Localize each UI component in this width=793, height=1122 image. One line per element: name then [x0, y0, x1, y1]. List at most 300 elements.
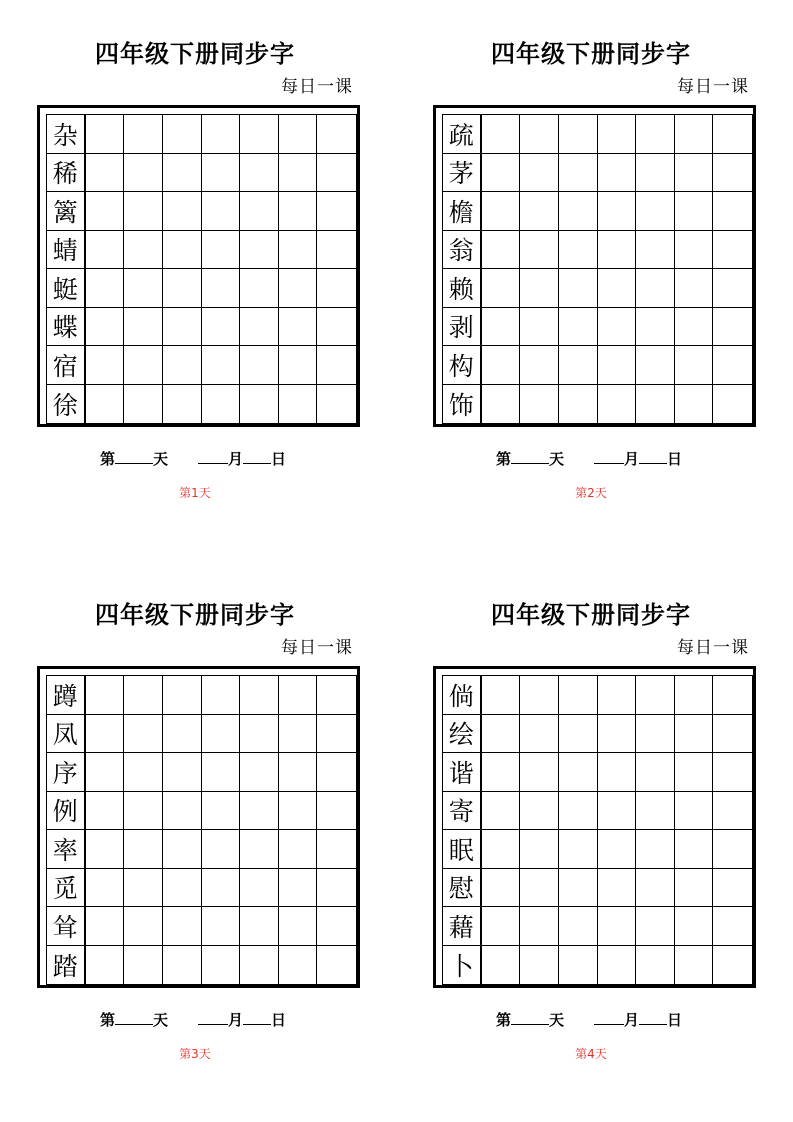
practice-character: 饰 [443, 385, 482, 424]
writing-cell[interactable] [520, 792, 559, 831]
writing-cell[interactable] [636, 753, 675, 792]
writing-cell[interactable] [482, 115, 521, 154]
writing-cell[interactable] [240, 308, 279, 347]
writing-cell[interactable] [675, 676, 714, 715]
writing-cell[interactable] [202, 830, 241, 869]
practice-character: 稀 [47, 154, 86, 193]
writing-cell[interactable] [636, 115, 675, 154]
writing-cell[interactable] [675, 385, 714, 424]
practice-character: 翁 [443, 231, 482, 270]
date-day-word: 天 [549, 1011, 565, 1029]
sheet-subtitle: 每日一课 [281, 638, 353, 658]
writing-cell[interactable] [163, 946, 202, 985]
writing-grid-frame [433, 666, 756, 988]
writing-cell[interactable] [279, 792, 318, 831]
writing-cell[interactable] [598, 346, 637, 385]
writing-cell[interactable] [124, 154, 163, 193]
writing-cell[interactable] [713, 385, 752, 424]
writing-cell[interactable] [86, 346, 125, 385]
date-prefix: 第 [100, 1011, 116, 1029]
writing-cell[interactable] [482, 154, 521, 193]
writing-cell[interactable] [86, 869, 125, 908]
writing-cell[interactable] [163, 907, 202, 946]
date-prefix: 第 [496, 1011, 512, 1029]
practice-character: 眠 [443, 830, 482, 869]
writing-cell[interactable] [86, 231, 125, 270]
writing-cell[interactable] [636, 346, 675, 385]
writing-cell[interactable] [317, 115, 356, 154]
writing-cell[interactable] [86, 385, 125, 424]
writing-cell[interactable] [279, 907, 318, 946]
writing-cell[interactable] [279, 830, 318, 869]
writing-cell[interactable] [124, 385, 163, 424]
writing-cell[interactable] [202, 385, 241, 424]
writing-cell[interactable] [163, 385, 202, 424]
practice-character: 率 [47, 830, 86, 869]
writing-cell[interactable] [713, 676, 752, 715]
writing-cell[interactable] [675, 115, 714, 154]
writing-cell[interactable] [124, 231, 163, 270]
writing-cell[interactable] [482, 192, 521, 231]
practice-character: 蹲 [47, 676, 86, 715]
writing-cell[interactable] [163, 676, 202, 715]
writing-cell[interactable] [317, 869, 356, 908]
writing-cell[interactable] [713, 830, 752, 869]
writing-cell[interactable] [559, 753, 598, 792]
writing-cell[interactable] [598, 269, 637, 308]
practice-character: 赖 [443, 269, 482, 308]
writing-cell[interactable] [163, 753, 202, 792]
writing-cell[interactable] [124, 907, 163, 946]
writing-cell[interactable] [124, 115, 163, 154]
writing-cell[interactable] [482, 792, 521, 831]
writing-cell[interactable] [202, 192, 241, 231]
writing-cell[interactable] [675, 308, 714, 347]
practice-character: 蜓 [47, 269, 86, 308]
day-label: 第1天 [179, 486, 211, 500]
writing-cell[interactable] [636, 946, 675, 985]
writing-cell[interactable] [317, 715, 356, 754]
practice-character: 序 [47, 753, 86, 792]
date-month-word: 月 [624, 450, 640, 468]
writing-cell[interactable] [713, 269, 752, 308]
writing-cell[interactable] [240, 907, 279, 946]
writing-cell[interactable] [636, 907, 675, 946]
writing-cell[interactable] [317, 385, 356, 424]
writing-cell[interactable] [559, 269, 598, 308]
writing-cell[interactable] [202, 676, 241, 715]
writing-cell[interactable] [202, 946, 241, 985]
writing-cell[interactable] [202, 715, 241, 754]
writing-grid [46, 114, 357, 424]
writing-cell[interactable] [559, 231, 598, 270]
sheet-title: 四年级下册同步字 [95, 600, 295, 629]
writing-cell[interactable] [163, 869, 202, 908]
writing-cell[interactable] [636, 231, 675, 270]
date-prefix: 第 [496, 450, 512, 468]
date-date-word: 日 [271, 1011, 287, 1029]
date-day-word: 天 [549, 450, 565, 468]
writing-cell[interactable] [713, 192, 752, 231]
writing-cell[interactable] [86, 715, 125, 754]
writing-cell[interactable] [279, 115, 318, 154]
writing-cell[interactable] [317, 946, 356, 985]
writing-cell[interactable] [520, 715, 559, 754]
writing-cell[interactable] [713, 231, 752, 270]
month-blank[interactable] [594, 462, 624, 464]
writing-cell[interactable] [559, 192, 598, 231]
writing-cell[interactable] [279, 192, 318, 231]
writing-grid [442, 114, 753, 424]
writing-cell[interactable] [279, 676, 318, 715]
practice-character: 耸 [47, 907, 86, 946]
practice-character: 构 [443, 346, 482, 385]
writing-cell[interactable] [240, 346, 279, 385]
writing-cell[interactable] [713, 308, 752, 347]
writing-cell[interactable] [86, 192, 125, 231]
writing-cell[interactable] [520, 753, 559, 792]
day-number-blank[interactable] [115, 1023, 153, 1025]
practice-character: 蝶 [47, 308, 86, 347]
writing-cell[interactable] [279, 231, 318, 270]
writing-cell[interactable] [163, 715, 202, 754]
writing-cell[interactable] [713, 346, 752, 385]
practice-character: 绘 [443, 715, 482, 754]
writing-cell[interactable] [163, 308, 202, 347]
writing-cell[interactable] [598, 154, 637, 193]
writing-cell[interactable] [520, 192, 559, 231]
writing-cell[interactable] [124, 792, 163, 831]
date-day-word: 天 [153, 1011, 169, 1029]
writing-cell[interactable] [279, 869, 318, 908]
writing-cell[interactable] [86, 154, 125, 193]
writing-cell[interactable] [163, 346, 202, 385]
date-date-word: 日 [667, 1011, 683, 1029]
writing-cell[interactable] [636, 676, 675, 715]
writing-cell[interactable] [482, 269, 521, 308]
writing-cell[interactable] [520, 869, 559, 908]
writing-cell[interactable] [520, 385, 559, 424]
date-day-word: 天 [153, 450, 169, 468]
writing-cell[interactable] [279, 385, 318, 424]
date-month-word: 月 [228, 1011, 244, 1029]
writing-cell[interactable] [598, 715, 637, 754]
writing-cell[interactable] [202, 346, 241, 385]
writing-cell[interactable] [598, 385, 637, 424]
writing-cell[interactable] [482, 346, 521, 385]
writing-cell[interactable] [520, 907, 559, 946]
writing-cell[interactable] [559, 946, 598, 985]
writing-cell[interactable] [163, 231, 202, 270]
writing-cell[interactable] [279, 946, 318, 985]
writing-cell[interactable] [163, 792, 202, 831]
writing-cell[interactable] [202, 869, 241, 908]
writing-cell[interactable] [520, 676, 559, 715]
writing-cell[interactable] [317, 346, 356, 385]
writing-cell[interactable] [675, 192, 714, 231]
writing-cell[interactable] [240, 231, 279, 270]
writing-cell[interactable] [202, 907, 241, 946]
practice-character: 徐 [47, 385, 86, 424]
writing-cell[interactable] [202, 231, 241, 270]
sheet-title: 四年级下册同步字 [491, 39, 691, 68]
practice-character: 觅 [47, 869, 86, 908]
writing-cell[interactable] [86, 792, 125, 831]
writing-cell[interactable] [240, 715, 279, 754]
writing-cell[interactable] [713, 946, 752, 985]
day-number-blank[interactable] [115, 462, 153, 464]
writing-cell[interactable] [279, 269, 318, 308]
writing-cell[interactable] [317, 676, 356, 715]
writing-cell[interactable] [675, 946, 714, 985]
writing-cell[interactable] [675, 715, 714, 754]
writing-cell[interactable] [636, 792, 675, 831]
writing-cell[interactable] [240, 753, 279, 792]
sheet-title: 四年级下册同步字 [491, 600, 691, 629]
writing-cell[interactable] [559, 869, 598, 908]
writing-cell[interactable] [713, 753, 752, 792]
writing-cell[interactable] [598, 308, 637, 347]
date-blank[interactable] [243, 462, 271, 464]
writing-cell[interactable] [675, 869, 714, 908]
writing-cell[interactable] [559, 385, 598, 424]
date-prefix: 第 [100, 450, 116, 468]
sheet-subtitle: 每日一课 [281, 77, 353, 97]
writing-cell[interactable] [675, 231, 714, 270]
month-blank[interactable] [198, 1023, 228, 1025]
day-label: 第3天 [179, 1047, 211, 1061]
writing-cell[interactable] [240, 269, 279, 308]
day-label: 第2天 [575, 486, 607, 500]
writing-cell[interactable] [202, 792, 241, 831]
writing-cell[interactable] [202, 269, 241, 308]
date-line [496, 448, 682, 469]
month-blank[interactable] [594, 1023, 624, 1025]
writing-cell[interactable] [86, 753, 125, 792]
writing-cell[interactable] [559, 715, 598, 754]
writing-cell[interactable] [482, 869, 521, 908]
writing-grid-frame [433, 105, 756, 427]
writing-cell[interactable] [559, 792, 598, 831]
writing-cell[interactable] [482, 907, 521, 946]
practice-sheet [25, 0, 365, 500]
writing-cell[interactable] [520, 830, 559, 869]
writing-cell[interactable] [317, 231, 356, 270]
writing-cell[interactable] [559, 154, 598, 193]
writing-cell[interactable] [598, 115, 637, 154]
sheet-subtitle: 每日一课 [677, 638, 749, 658]
writing-cell[interactable] [559, 115, 598, 154]
writing-cell[interactable] [520, 269, 559, 308]
writing-cell[interactable] [520, 946, 559, 985]
writing-cell[interactable] [202, 753, 241, 792]
practice-character: 倘 [443, 676, 482, 715]
practice-character: 寄 [443, 792, 482, 831]
writing-cell[interactable] [713, 715, 752, 754]
date-line [100, 448, 286, 469]
writing-cell[interactable] [520, 115, 559, 154]
writing-cell[interactable] [520, 308, 559, 347]
sheet-subtitle: 每日一课 [677, 77, 749, 97]
writing-cell[interactable] [675, 830, 714, 869]
writing-cell[interactable] [520, 154, 559, 193]
writing-cell[interactable] [240, 676, 279, 715]
date-line [100, 1009, 286, 1030]
practice-character: 卜 [443, 946, 482, 985]
writing-cell[interactable] [240, 154, 279, 193]
writing-cell[interactable] [713, 154, 752, 193]
writing-cell[interactable] [598, 231, 637, 270]
writing-cell[interactable] [317, 830, 356, 869]
writing-cell[interactable] [279, 753, 318, 792]
writing-cell[interactable] [713, 115, 752, 154]
writing-cell[interactable] [520, 231, 559, 270]
writing-cell[interactable] [636, 385, 675, 424]
writing-cell[interactable] [317, 753, 356, 792]
writing-cell[interactable] [636, 269, 675, 308]
writing-cell[interactable] [675, 154, 714, 193]
writing-cell[interactable] [124, 346, 163, 385]
writing-cell[interactable] [636, 869, 675, 908]
writing-cell[interactable] [636, 154, 675, 193]
writing-cell[interactable] [713, 907, 752, 946]
writing-cell[interactable] [482, 308, 521, 347]
practice-sheet [25, 561, 365, 1061]
writing-cell[interactable] [482, 946, 521, 985]
writing-cell[interactable] [559, 830, 598, 869]
practice-character: 檐 [443, 192, 482, 231]
day-number-blank[interactable] [511, 1023, 549, 1025]
writing-cell[interactable] [482, 231, 521, 270]
writing-cell[interactable] [163, 192, 202, 231]
writing-cell[interactable] [317, 269, 356, 308]
date-blank[interactable] [243, 1023, 271, 1025]
writing-cell[interactable] [482, 676, 521, 715]
writing-cell[interactable] [124, 753, 163, 792]
writing-cell[interactable] [240, 830, 279, 869]
date-date-word: 日 [667, 450, 683, 468]
writing-cell[interactable] [240, 192, 279, 231]
writing-cell[interactable] [163, 154, 202, 193]
writing-cell[interactable] [86, 308, 125, 347]
writing-cell[interactable] [598, 830, 637, 869]
writing-cell[interactable] [124, 308, 163, 347]
practice-character: 疏 [443, 115, 482, 154]
writing-cell[interactable] [482, 830, 521, 869]
writing-cell[interactable] [520, 346, 559, 385]
writing-cell[interactable] [675, 792, 714, 831]
writing-cell[interactable] [240, 385, 279, 424]
writing-cell[interactable] [124, 676, 163, 715]
writing-cell[interactable] [675, 269, 714, 308]
writing-cell[interactable] [202, 308, 241, 347]
writing-cell[interactable] [598, 869, 637, 908]
writing-cell[interactable] [86, 676, 125, 715]
date-blank[interactable] [639, 462, 667, 464]
writing-cell[interactable] [202, 115, 241, 154]
writing-cell[interactable] [240, 946, 279, 985]
writing-cell[interactable] [636, 192, 675, 231]
writing-cell[interactable] [279, 715, 318, 754]
writing-cell[interactable] [636, 715, 675, 754]
practice-character: 踏 [47, 946, 86, 985]
writing-cell[interactable] [86, 269, 125, 308]
writing-cell[interactable] [559, 346, 598, 385]
date-blank[interactable] [639, 1023, 667, 1025]
day-number-blank[interactable] [511, 462, 549, 464]
writing-cell[interactable] [636, 308, 675, 347]
date-date-word: 日 [271, 450, 287, 468]
practice-character: 蜻 [47, 231, 86, 270]
writing-cell[interactable] [675, 753, 714, 792]
writing-cell[interactable] [317, 308, 356, 347]
writing-cell[interactable] [86, 115, 125, 154]
writing-cell[interactable] [598, 907, 637, 946]
writing-cell[interactable] [317, 192, 356, 231]
writing-cell[interactable] [713, 869, 752, 908]
writing-cell[interactable] [279, 154, 318, 193]
writing-cell[interactable] [482, 753, 521, 792]
writing-cell[interactable] [713, 792, 752, 831]
date-line [496, 1009, 682, 1030]
practice-sheet [421, 0, 761, 500]
writing-cell[interactable] [598, 192, 637, 231]
practice-character: 茅 [443, 154, 482, 193]
writing-cell[interactable] [598, 676, 637, 715]
writing-cell[interactable] [124, 869, 163, 908]
writing-cell[interactable] [240, 869, 279, 908]
writing-cell[interactable] [124, 269, 163, 308]
writing-cell[interactable] [86, 907, 125, 946]
writing-cell[interactable] [240, 115, 279, 154]
writing-cell[interactable] [163, 269, 202, 308]
writing-cell[interactable] [317, 792, 356, 831]
practice-character: 杂 [47, 115, 86, 154]
writing-cell[interactable] [482, 385, 521, 424]
writing-cell[interactable] [86, 830, 125, 869]
writing-cell[interactable] [163, 830, 202, 869]
writing-cell[interactable] [598, 753, 637, 792]
writing-cell[interactable] [598, 792, 637, 831]
writing-cell[interactable] [675, 346, 714, 385]
month-blank[interactable] [198, 462, 228, 464]
writing-cell[interactable] [482, 715, 521, 754]
writing-cell[interactable] [124, 830, 163, 869]
writing-cell[interactable] [124, 192, 163, 231]
writing-cell[interactable] [559, 676, 598, 715]
writing-cell[interactable] [202, 154, 241, 193]
writing-cell[interactable] [636, 830, 675, 869]
writing-cell[interactable] [86, 946, 125, 985]
date-month-word: 月 [228, 450, 244, 468]
practice-character: 慰 [443, 869, 482, 908]
writing-cell[interactable] [163, 115, 202, 154]
writing-cell[interactable] [559, 907, 598, 946]
writing-cell[interactable] [124, 715, 163, 754]
writing-cell[interactable] [598, 946, 637, 985]
practice-character: 例 [47, 792, 86, 831]
writing-cell[interactable] [317, 907, 356, 946]
writing-cell[interactable] [675, 907, 714, 946]
writing-cell[interactable] [279, 308, 318, 347]
practice-character: 篱 [47, 192, 86, 231]
writing-cell[interactable] [317, 154, 356, 193]
writing-cell[interactable] [559, 308, 598, 347]
writing-cell[interactable] [240, 792, 279, 831]
practice-character: 宿 [47, 346, 86, 385]
writing-cell[interactable] [279, 346, 318, 385]
writing-cell[interactable] [124, 946, 163, 985]
